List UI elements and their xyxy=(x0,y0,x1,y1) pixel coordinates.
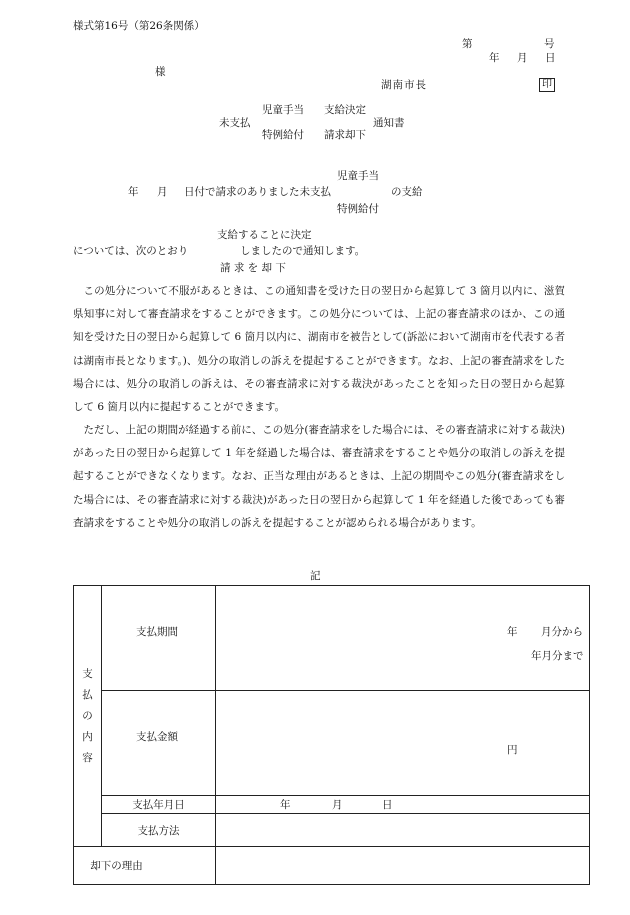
decision-prefix: については、次のとおり xyxy=(73,245,189,257)
payment-amount-label: 支払金額 xyxy=(102,691,216,796)
addressee-suffix: 様 xyxy=(155,66,166,78)
number-prefix: 第 xyxy=(462,38,473,50)
seal-mark: 印 xyxy=(539,78,555,92)
number-suffix: 号 xyxy=(544,38,555,50)
title-top-right: 支給決定 xyxy=(324,104,366,116)
payment-date-value: 年 月 日 xyxy=(216,796,590,814)
period-to: 年月分まで xyxy=(531,650,584,662)
rejection-reason-value xyxy=(216,847,590,885)
issuer-name: 湖南市長 xyxy=(381,79,427,91)
ki-mark: 記 xyxy=(310,570,321,582)
period-from-year: 年 xyxy=(507,626,518,638)
title-left: 未支払 xyxy=(219,117,251,129)
appeal-paragraph-1: この処分について不服があるときは、この通知書を受けた日の翌日から起算して 3 箇月以内に、滋賀県知事に対して審査請求をすることができます。この処分については、上記の審査請求のほか、この通知を受けた日の翌日から起算して 6 箇月以内に、湖南市を被告として(訴訟において湖南市を代表する者は湖南市長となります。)、処分の取消しの訴えを提起することができます。なお、上記の審査請求をした場合には、処分の取消しの訴えは、その審査請求に対する裁決があったことを知った日の翌日から起算して 6 箇月以内に提起することができます。 xyxy=(73,285,565,414)
statement-bottom-option: 特例給付 xyxy=(337,203,379,215)
payment-method-label: 支払方法 xyxy=(102,814,216,847)
statement-text: 日付で請求のありました未支払 xyxy=(184,186,331,198)
decision-top-option: 支給することに決定 xyxy=(217,229,312,241)
payment-amount-value xyxy=(216,691,590,796)
rejection-reason-label: 却下の理由 xyxy=(74,847,216,885)
payment-details-table xyxy=(73,585,590,885)
payment-period-label: 支払期間 xyxy=(102,586,216,691)
decision-suffix: しましたので通知します。 xyxy=(240,245,366,257)
appeal-paragraph-2: ただし、上記の期間が経過する前に、この処分(審査請求をした場合には、その審査請求に対する裁決)があった日の翌日から起算して 1 年を経過した場合は、審査請求をすることや処分の取消しの訴えを提起することができなくなります。なお、正当な理由があるときは、上記の期間やこの処分(審査請求をした場合には、その審査請求に対する裁決)があった日の翌日から起算して 1 年を経過した後であっても審査請求をすることや処分の取消しの訴えを提起することが認められる場合があります。 xyxy=(73,424,565,529)
payment-period-value xyxy=(216,586,590,691)
date-year: 年 xyxy=(489,52,500,64)
amount-unit: 円 xyxy=(507,744,518,756)
title-bottom-right: 請求却下 xyxy=(324,129,366,141)
decision-bottom-option: 請 求 を 却 下 xyxy=(220,262,286,274)
payment-method-value xyxy=(216,814,590,847)
title-top-left: 児童手当 xyxy=(262,104,304,116)
statement-year: 年 xyxy=(128,186,139,198)
statement-suffix: の支給 xyxy=(391,186,423,198)
statement-month: 月 xyxy=(157,186,168,198)
payment-content-label: 支 払 の 内 容 xyxy=(74,586,102,847)
title-suffix: 通知書 xyxy=(373,117,405,129)
statement-top-option: 児童手当 xyxy=(337,170,379,182)
period-from: 月分から xyxy=(541,626,583,638)
date-month: 月 xyxy=(517,52,528,64)
title-bottom-left: 特例給付 xyxy=(262,129,304,141)
form-number: 様式第16号（第26条関係） xyxy=(73,20,205,32)
date-day: 日 xyxy=(545,52,556,64)
payment-date-label: 支払年月日 xyxy=(102,796,216,814)
